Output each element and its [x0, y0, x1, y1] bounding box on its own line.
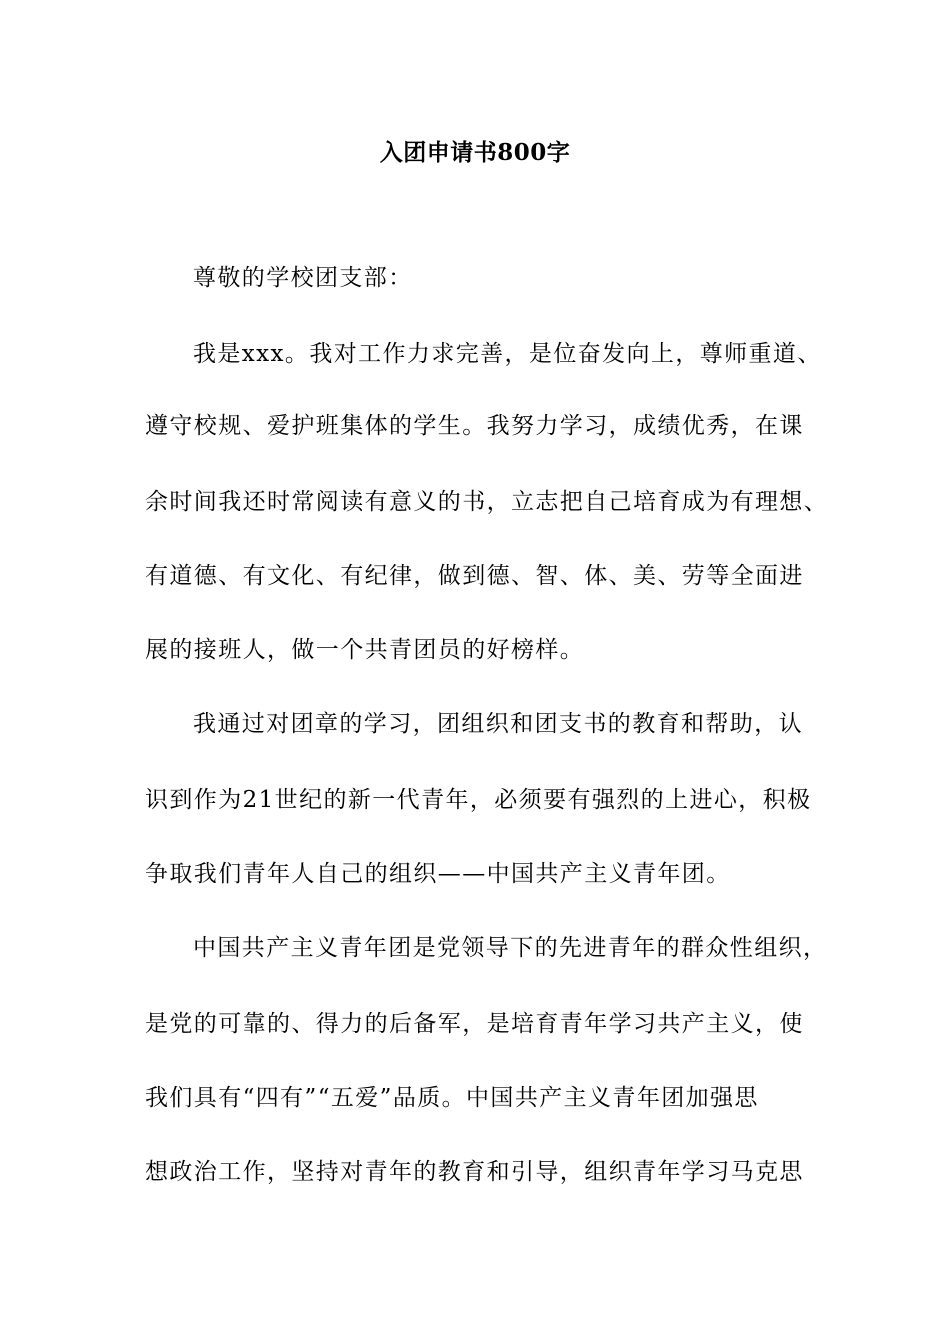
paragraph-line: 遵守校规、爱护班集体的学生。我努力学习，成绩优秀，在课 [145, 413, 804, 439]
salutation-line: 尊敬的学校团支部： [193, 265, 413, 291]
paragraph-line: 中国共产主义青年团是党领导下的先进青年的群众性组织， [193, 935, 828, 961]
paragraph-line: 余时间我还时常阅读有意义的书，立志把自己培育成为有理想、 [145, 489, 829, 515]
paragraph-line: 我们具有“四有”“五爱”品质。中国共产主义青年团加强思 [145, 1085, 759, 1111]
paragraph-line: 是党的可靠的、得力的后备军，是培育青年学习共产主义，使 [145, 1011, 804, 1037]
paragraph-line: 识到作为21世纪的新一代青年，必须要有强烈的上进心，积极 [145, 787, 812, 813]
paragraph-line: 想政治工作，坚持对青年的教育和引导，组织青年学习马克思 [145, 1159, 804, 1185]
paragraph-line: 我是xxx。我对工作力求完善，是位奋发向上，尊师重道、 [193, 341, 822, 367]
paragraph-line: 我通过对团章的学习，团组织和团支书的教育和帮助，认 [193, 711, 803, 737]
paragraph-line: 有道德、有文化、有纪律，做到德、智、体、美、劳等全面进 [145, 563, 804, 589]
document-title: 入团申请书800字 [379, 139, 571, 166]
paragraph-line: 争取我们青年人自己的组织——中国共产主义青年团。 [145, 861, 731, 887]
paragraph-line: 展的接班人，做一个共青团员的好榜样。 [145, 637, 585, 663]
